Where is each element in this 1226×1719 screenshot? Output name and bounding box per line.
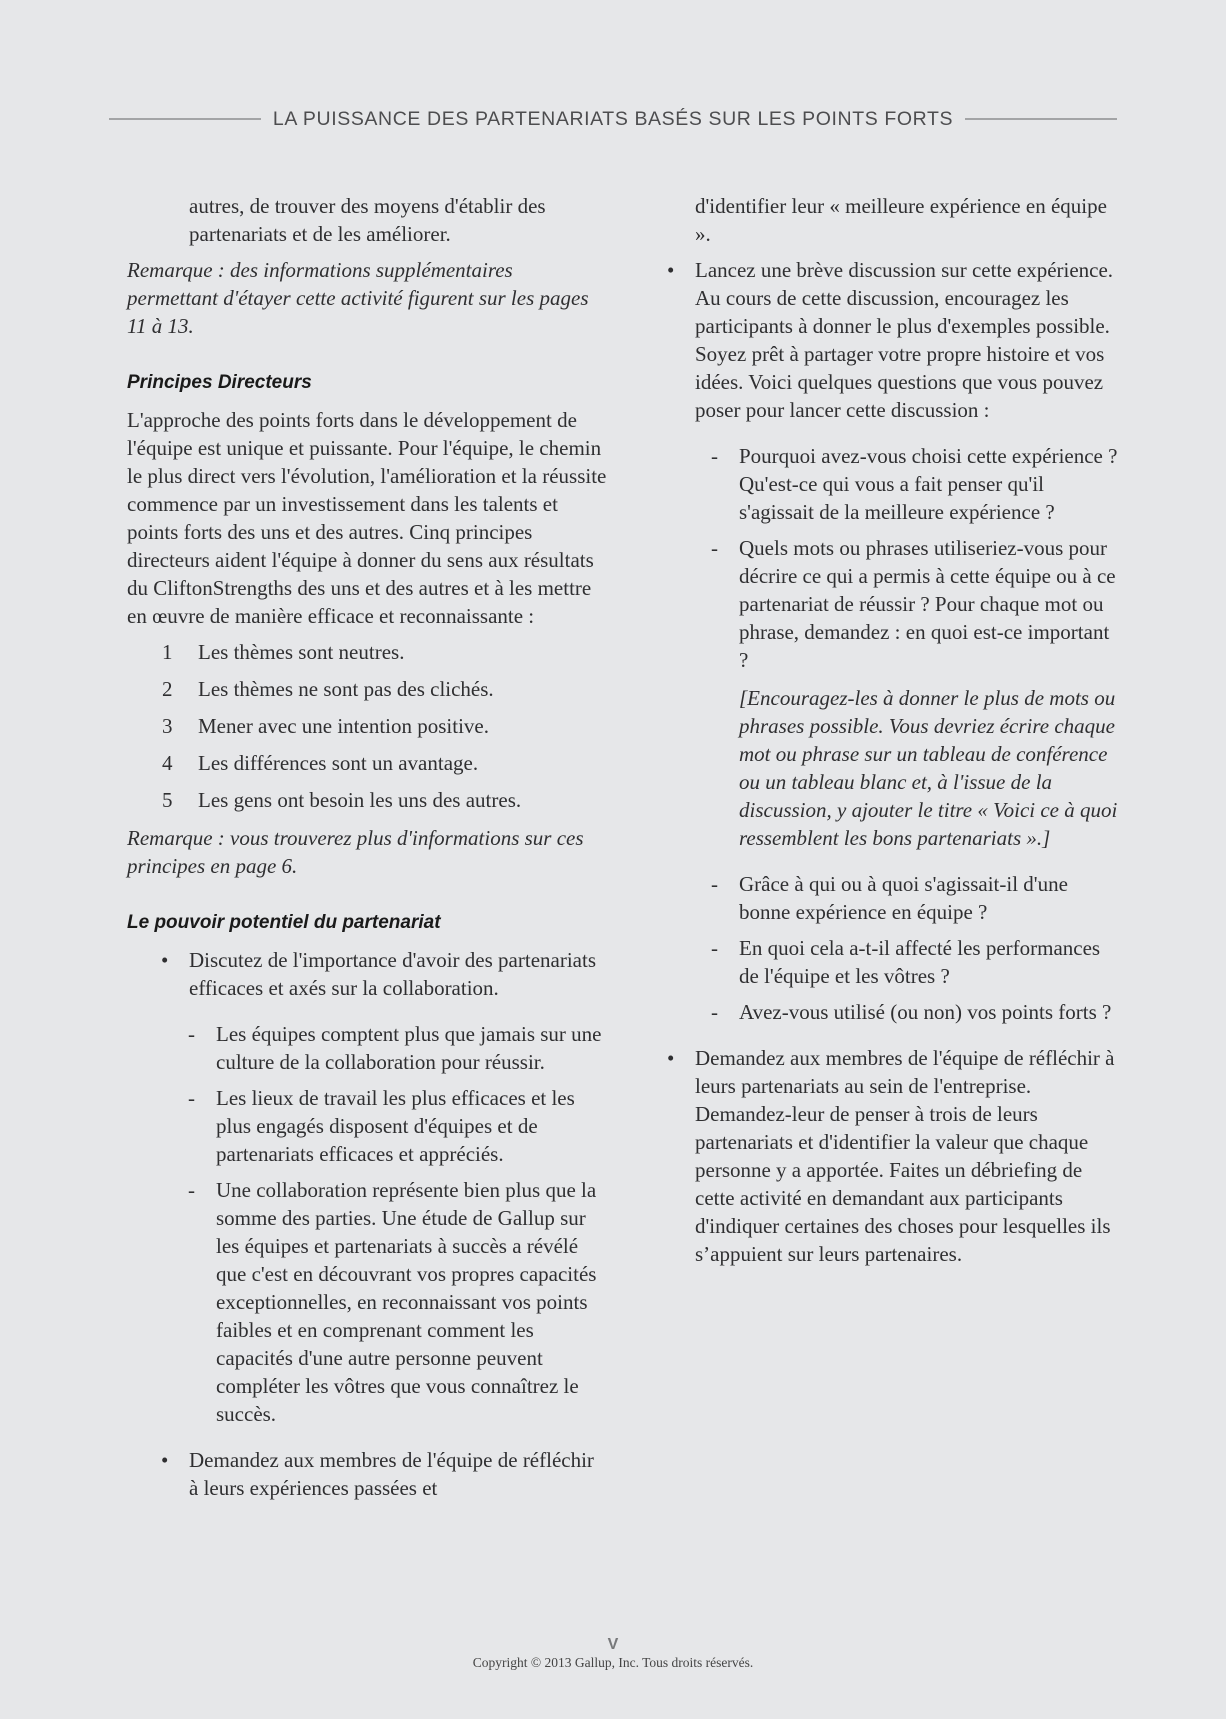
bullet-item: • Demandez aux membres de l'équipe de réfléchir à leurs partenariats au sein de l'entreprise. Demandez-leur de penser à trois de leurs partenariats et d'identifier la valeur que chaque personne y a apportée. Faites un débriefing de cette activité en demandant aux participants d'indiquer certaines des choses pour lesquelles ils s’appuient sur leurs partenaires. <box>650 1044 1120 1268</box>
section-heading-pouvoir: Le pouvoir potentiel du partenariat <box>127 912 441 933</box>
dash-icon: - <box>711 872 718 896</box>
note-principles: Remarque : vous trouverez plus d'informations sur ces principes en page 6. <box>127 826 584 878</box>
header-rule-right <box>965 118 1117 120</box>
principes-body: L'approche des points forts dans le développement de l'équipe est unique et puissante. Pour l'équipe, le chemin le plus direct vers l'évolution, l'amélioration et la réussite commence par un investissement dans les talents et points forts des uns et des autres. Cinq principes directeurs aident l'équipe à donner du sens aux résultats du CliftonStrengths des uns et des autres et à les mettre en œuvre de manière efficace et reconnaissante : <box>127 408 607 628</box>
dash-icon: - <box>711 536 718 560</box>
left-column <box>127 192 607 1502</box>
continued-bullet-text: d'identifier leur « meilleure expérience en équipe ». <box>695 194 1107 246</box>
bullet-item: • Lancez une brève discussion sur cette expérience. Au cours de cette discussion, encouragez les participants à donner le plus d'exemples possible. Soyez prêt à partager votre propre histoire et vos idées. Voici quelques questions que vous pouvez poser pour lancer cette discussion : <box>650 256 1120 424</box>
dash-item: - En quoi cela a-t-il affecté les performances de l'équipe et les vôtres ? <box>694 934 1120 990</box>
bullet-icon: • <box>667 1046 675 1070</box>
bullet-icon: • <box>161 1448 169 1472</box>
header-title: LA PUISSANCE DES PARTENARIATS BASÉS SUR LES POINTS FORTS <box>272 107 954 130</box>
continued-bullet-text: autres, de trouver des moyens d'établir des partenariats et de les améliorer. <box>189 194 546 246</box>
running-header <box>109 104 1117 134</box>
sub-list <box>127 1020 607 1428</box>
dash-item: - Les lieux de travail les plus efficaces et les plus engagés disposent d'équipes et de partenariats efficaces et appréciés. <box>171 1084 607 1168</box>
principle-item: 2 Les thèmes ne sont pas des clichés. <box>162 677 494 701</box>
right-column <box>650 192 1120 1268</box>
principle-item: 4 Les différences sont un avantage. <box>162 751 479 775</box>
principle-item: 5 Les gens ont besoin les uns des autres. <box>162 788 522 812</box>
dash-item: - Quels mots ou phrases utiliseriez-vous pour décrire ce qui a permis à cette équipe ou à ce partenariat de réussir ? Pour chaque mot ou phrase, demandez : en quoi est-ce important ? <box>694 534 1120 674</box>
facilitator-instruction: [Encouragez-les à donner le plus de mots ou phrases possible. Vous devriez écrire chaque mot ou phrase sur un tableau de conférence ou un tableau blanc et, à l'issue de la discussion, y ajouter le titre « Voici ce à quoi ressemblent les bons partenariats ».] <box>739 686 1118 850</box>
page-number: V <box>607 1636 619 1653</box>
bullet-item: • Discutez de l'importance d'avoir des partenariats efficaces et axés sur la collaboration. <box>127 946 607 1002</box>
dash-item: - Pourquoi avez-vous choisi cette expérience ? Qu'est-ce qui vous a fait penser qu'il s'agissait de la meilleure expérience ? <box>694 442 1120 526</box>
dash-item: - Avez-vous utilisé (ou non) vos points forts ? <box>694 998 1120 1026</box>
dash-icon: - <box>188 1178 195 1202</box>
page-footer <box>0 1636 1226 1672</box>
dash-item: - Grâce à qui ou à quoi s'agissait-il d'une bonne expérience en équipe ? <box>694 870 1120 926</box>
bullet-icon: • <box>161 948 169 972</box>
dash-icon: - <box>711 936 718 960</box>
dash-icon: - <box>711 444 718 468</box>
dash-icon: - <box>188 1022 195 1046</box>
copyright: Copyright © 2013 Gallup, Inc. Tous droits réservés. <box>472 1655 754 1670</box>
principle-item: 1 Les thèmes sont neutres. <box>162 640 405 664</box>
dash-icon: - <box>711 1000 718 1024</box>
dash-item: - Une collaboration représente bien plus que la somme des parties. Une étude de Gallup sur les équipes et partenariats à succès a révélé que c'est en découvrant vos propres capacités exceptionnelles, en reconnaissant vos points faibles et en comprenant comment les capacités d'une autre personne peuvent compléter les vôtres que vous connaîtrez le succès. <box>171 1176 607 1428</box>
dash-item: - Les équipes comptent plus que jamais sur une culture de la collaboration pour réussir. <box>171 1020 607 1076</box>
section-heading-principes: Principes Directeurs <box>127 372 312 393</box>
dash-icon: - <box>188 1086 195 1110</box>
question-list-a <box>650 442 1120 1026</box>
principles-list <box>127 638 607 814</box>
bullet-icon: • <box>667 258 675 282</box>
principle-item: 3 Mener avec une intention positive. <box>162 714 489 738</box>
header-rule-left <box>109 118 261 120</box>
bullet-item: • Demandez aux membres de l'équipe de réfléchir à leurs expériences passées et <box>127 1446 607 1502</box>
note-pages: Remarque : des informations supplémentaires permettant d'étayer cette activité figurent sur les pages 11 à 13. <box>127 258 589 338</box>
